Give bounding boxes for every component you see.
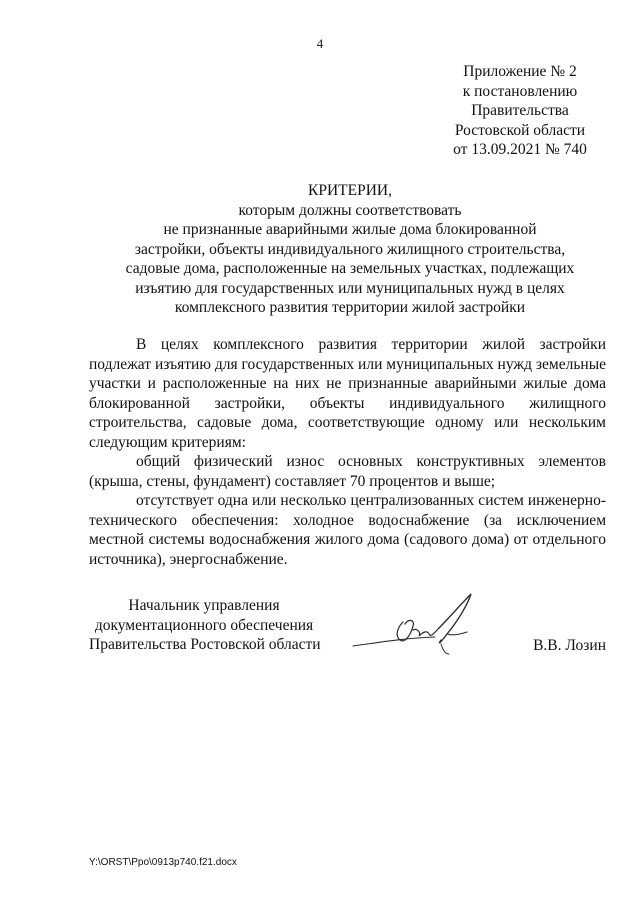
body-paragraph: В целях комплексного развития территории жилой застройки подлежат изъятию для государственных или муниципальных нужд земельные участки и расположенные на них не признанные аварийными жилые дома блокированной застройки, объекты индивидуального жилищного строительства, садовые дома, соответствующие одному или нескольким следующим критериям: <box>89 336 606 451</box>
document-title <box>90 181 610 318</box>
title-line: не признанные аварийными жилые дома блокированной <box>163 221 537 238</box>
body-paragraph: отсутствует одна или несколько централизованных систем инженерно-технического обеспечения: холодное водоснабжение (за исключением местной системы водоснабжения жилого дома (садового дома) от отдельного источника), энергоснабжение. <box>89 492 606 568</box>
title-heading: КРИТЕРИИ, <box>308 182 392 199</box>
title-line: садовые дома, расположенные на земельных участках, подлежащих <box>125 260 575 277</box>
signatory-position <box>89 596 319 655</box>
title-line: застройки, объекты индивидуального жилищного строительства, <box>134 240 566 258</box>
signatory-line: Правительства Ростовской области <box>89 636 321 653</box>
appendix-line: от 13.09.2021 № 740 <box>453 141 587 158</box>
appendix-line: Правительства <box>471 102 569 119</box>
signatory-line: документационного обеспечения <box>94 616 314 634</box>
title-line: изъятию для государственных или муниципальных нужд в целях <box>135 279 565 297</box>
appendix-line: Ростовской области <box>454 121 586 139</box>
signatory-name: В.В. Лозин <box>533 637 606 654</box>
title-line: комплексного развития территории жилой застройки <box>174 299 526 316</box>
title-line: которым должны соответствовать <box>238 201 462 219</box>
body-paragraph: общий физический износ основных конструктивных элементов (крыша, стены, фундамент) составляет 70 процентов и выше; <box>89 453 606 490</box>
handwritten-signature <box>345 588 495 663</box>
signatory-line: Начальник управления <box>128 597 280 614</box>
appendix-line: Приложение № 2 <box>463 63 577 80</box>
document-body <box>89 335 606 569</box>
page-number: 4 <box>316 36 324 51</box>
appendix-line: к постановлению <box>462 82 578 100</box>
appendix-header <box>440 62 600 160</box>
file-path-footer: Y:\ORST\Ppo\0913p740.f21.docx <box>89 857 237 868</box>
